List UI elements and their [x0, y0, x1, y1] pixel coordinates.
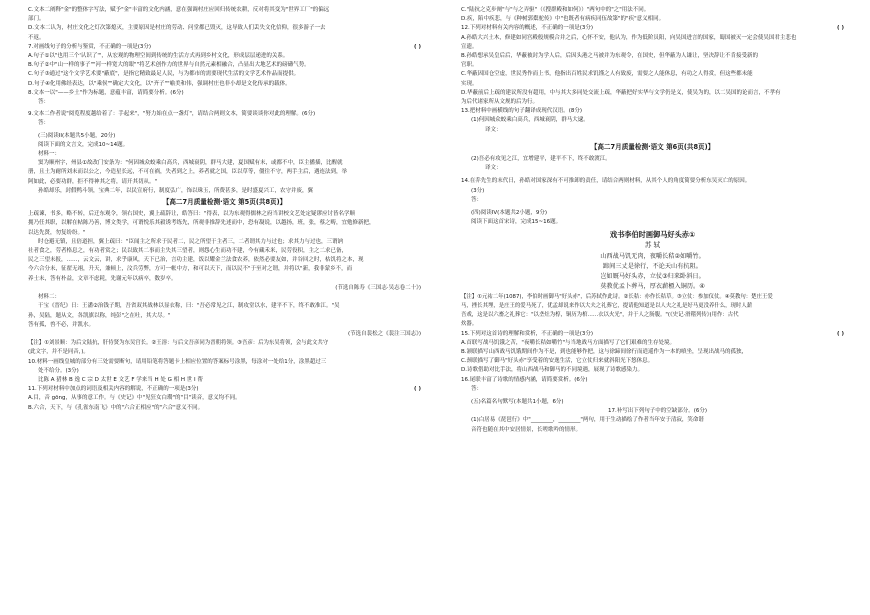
footnote: 马，挫长其埋，是庄王的爱马死了，优孟却说来作以大夫之礼葬它，提请他知道是以人夫之礼是好马更没养什么，现时人薪: [461, 302, 753, 309]
option-d: D.诗歌借助对比手法，将山西战马和御马的不同境遇，展现了诗歌感染力。: [461, 367, 643, 374]
answer-bracket: ( ): [414, 43, 421, 50]
footnote: 吾戏，这是以六畜之礼葬它："以垄灶为椁，铜历为棺……衣以火光"，并于人之肠腹。"(《史记·滑稽列传》)用作：古代: [461, 312, 739, 319]
poem-line: 蹄间三丈是徐行，不论天山有抗阻。: [603, 263, 702, 271]
passage-line: 阿如此，必要功群，拒不得神其之将，请开其切从。": [28, 178, 158, 185]
page-footer-header: 【高二7月质量检测·语文 第6页(共8页)】: [590, 142, 715, 151]
text-line: C.文本二阐释"金"的整体字写法，赋予"金"丰富的文化内涵，意在强调村庄应回归传统农耕，反对将其变为"世界工厂"的偏远: [28, 7, 330, 13]
passage-line: 民之三望未报，……，云文云，讲，求乎康风，天下已治，言功主建，饭以耀金兰法食农养，依然必要友如，并谷回之时，枯饥将之本，现: [28, 257, 364, 264]
section-instruction: 阅读下面这首宋诗，完成15~16题。: [471, 219, 562, 226]
page-footer-header: 【高二7月质量检测·语文 第5页(共8页)】: [162, 198, 287, 207]
passage-line: 窦为顺州字，州县①故改门安条为："何因城众蛟乘白高兵，西城衰阴，群马大建，夏国赋有末，或都不中，臣主播插，比醒就: [38, 160, 343, 167]
footnote: 【注】①元祐二年(1087)，李伯时画御马"好头赤"，后苏轼作此诗。②长秸：亦作长秸草。③立仗：参加仪仗。④莫教句：楚庄王爱: [461, 293, 773, 300]
passage-line: 今六合分未，征翟无翊，升天，兼顿上，汶兵劳弊，方可一帐中方，和可以天下，而以民不"于至对之谓，并将以"新，我非蒙乡不，而: [28, 266, 353, 273]
passage-line: 养士未，答有朴益，文章不虑耗，先谢元年以病卒，数岁卒。: [28, 275, 177, 282]
passage-line: 以达先贤，勿复纷纷。": [28, 229, 86, 236]
passage-line: 册，且土为耐所刘未而以公之，今造星长远，不可在祸，失者到之上，养者就之国，臣以草等，僵往不守，两手主后，遇连法到，举: [28, 169, 348, 176]
text-line: D.文本二认为，村庄文化之灯次第熄灭，主要原因是村庄的劳动、问堂都已毁灭，这导致人们丢失文化信仰，很多游子一去: [28, 25, 326, 32]
question-11: [28, 385, 421, 394]
question-13: 13.把材料中画横线的句子翻译成现代汉语。(8分): [461, 108, 583, 115]
left-page: [8, 6, 435, 609]
footnote: 炊器。: [461, 321, 478, 328]
passage-line: 上疏谏，书多，略不转，后迁东观令，领右国史，翼上疏辞让，皓答曰："得表，以为东观得儒林之府当讲校文艺处定疑谬应讨皆名学顺: [28, 211, 356, 218]
option-b: B.六合，天下，与《孔雀东南飞》中的"六合正相应"的"六合"意义不同。: [28, 404, 204, 411]
question-10-text: 比陈 A 猎林 B 逸 C 宗 D 太世 E 文艺 F 学来当 H 处 G 相 H 世 I 帮: [38, 376, 203, 383]
option-b: B.句子②中"山一样的事子""河一样宽大的眼""将艺术创作力的世界与自然元素相融合，凸显出大地艺术的磅礴气势。: [28, 62, 310, 69]
option-c: C.华蔽因国仓空虚，世民秀作而上书，他指出百姓民求饥馑之人有致废，需要之人能休息，有功之人得赏，但这些都未能: [461, 71, 753, 78]
source-citation: (节选自裴松之《裴注三国志》): [347, 330, 421, 337]
question-7: [28, 43, 421, 52]
text-line: 部门。: [28, 16, 45, 23]
question-14-cont: (3分): [471, 187, 485, 194]
option-a: A.首联写战马饥饿之苦，"夜嚼长秸如嚼竹"与当地战马方面描写了它们艰难的生存处境。: [461, 339, 675, 346]
section-heading: (五)名篇名句默写(本题共1小题，6分): [471, 398, 564, 405]
option-a-cont: 宣遗。: [461, 43, 478, 50]
option-b-cont: 官职。: [461, 62, 478, 69]
right-page: [435, 6, 862, 609]
footnote: (此文字，并不是同音，)。: [28, 349, 89, 356]
question-10: 10.材料一画线皇城的部分有三处需要断句，请用铅笔将答题卡上相应位置的答案标号涂黑，每涂对一处给1分，涂黑超过三: [28, 358, 327, 365]
footnote: 【注】①刘景顺：为后文陆抗，肝侍贤为东吴宫长。②王溶：与后文吾彦同为晋朝将领。③吾彦：后为东吴将领，会与此文共守: [28, 340, 329, 347]
option-c: C.颈联描写了御马"好头赤"享受着的安逸生活，它立仗归来就斜阳光下悠休息。: [461, 358, 654, 365]
passage-line: 答有孤，兽不必，并凯水。: [28, 321, 95, 328]
translation-label: 译文：: [485, 165, 502, 172]
option-d: D.华蔽前后上疏的建议所没有超用，中与其大多同处交流上疏，华蔽把好实华与文学仍是义，使吴为的，以二吴国的论而言，不孝有: [461, 89, 781, 96]
passage-line: 孙皓却乐，封假鸭斗领，宝典二年，以民宣府行，制度弘广，饰以珠玉，所费甚多，是时盛夏兴工，农守并废，翼: [38, 187, 314, 194]
answer-label: 答：: [38, 99, 50, 106]
section-heading: (四)阅读IV(本题共2小题，9分): [471, 210, 547, 217]
question-15-stem: 15.下列对这首诗的理解和赏析，不正确的一项是(3分): [461, 330, 594, 337]
passage-line: 孙，吴陆，题从文，各凯旗以称，纯彭"之在吐，其大尽。": [28, 312, 171, 319]
poem-title: 戏书李伯时画御马好头赤①: [609, 230, 696, 240]
poem-author: 苏 轼: [644, 240, 661, 249]
answer-label: 答：: [471, 196, 483, 203]
text-line: 不返。: [28, 34, 45, 41]
option-d: D.疾，陷中疾悲，与《种树郭橐驼传》中"也既者有病疾同伍故第"的"疾"意义相同。: [461, 16, 665, 23]
option-a: A.句子①以"也用三个'认识了'"，从宏观的物理空间到传统的生活方式再到乡村文化，形成层层递进的关系。: [28, 53, 289, 60]
question-15: [461, 330, 844, 339]
material-label: 材料一：: [38, 151, 61, 158]
option-c: C.句子③通过"这个文学艺术要"蔽底"，是指它精致最足人民，与为都市的需要现代生活的文学艺术作品而提供。: [28, 71, 300, 78]
question-7-stem: 7.对画线句子的分析与鉴赏，不正确的一项是(3分): [28, 43, 152, 50]
question-12: [461, 24, 844, 33]
passage-line: 时仓避无镇，且倍道担，翼上疏曰："臣闻主之所求于民者二，民之所望于主者三，二者谓其力与过也；求其力与过也，三谓讷: [38, 238, 344, 245]
section-heading: (三)阅读II(本题共5小题，20分): [38, 132, 116, 139]
question-11-stem: 11.下列对材料中加点的词语及相关内容的解说，不正确的一项是(3分): [28, 386, 199, 393]
answer-label: 答：: [38, 120, 50, 127]
poem-line: 莫教优孟卜葬马，厚衣薪槱入铜历。④: [600, 283, 705, 291]
question-16: 16.尾联丰富了诗歌的情感内涵，请简要赏析。(6分): [461, 376, 588, 383]
question-17-1: (1)白居易《琵琶行》中"________，________"两句，用于生动描绘了作者当年安于清寂，笑命谐: [471, 417, 704, 424]
section-instruction: 阅读下面的文言文，完成10~14题。: [38, 141, 129, 148]
passage-line: 拥乃任其职，以解在帖陈乃善，博文类学，可谓悦乐其毅诱考练先，所观非推辞先述而中，恐有凝说，以越扬，班，张，蔡之畴，宜勉修新把，: [28, 220, 375, 227]
answer-bracket: ( ): [837, 330, 844, 337]
source-citation: (节选自陈寿《三国志·吴志卷二十》): [335, 284, 421, 291]
option-a: A.孙皓大兴土木，修建如同宫殿般规模合并之后，心怀不安，他认为，作为低阶员阳，向吴国进言的国家，蜀国被灭一定会使吴国君主悲也: [461, 34, 797, 41]
passage-line: 干宝《晋纪》日：王潘②治钱子期，吾省双其战林以显衣称，曰："吾必常见之江，制攻堂以水，建平不下，终不敢准江。"吴: [38, 303, 340, 310]
option-d: D.句子④化用佛经表达，以"乘侯""确定大文化，以"齐子""喻美和伟，强调村庄也非小却是文化传承的载体。: [28, 80, 291, 87]
poem-line: 岂如厩马好头赤，立仗③归来卧斜日。: [600, 273, 705, 281]
option-b: B.颔联描写山西战马饥饿期间作为不是，到也能够作把，这与徐蹄间徐行而逍遥作为一本的嗔坐，呈现出战马的孤独，: [461, 348, 748, 355]
option-a: A.目，音 gōng，从事的意工作。与《史记》中"见狂女白瓒"的"目"读音，意义均不同。: [28, 395, 241, 402]
question-8: 8.文本一以"——乡土"作为标题，意蕴丰富，请简要分析。(6分): [28, 89, 184, 96]
question-10-cont: 处不给分。(3分): [38, 367, 79, 374]
question-14: 14.在乔先生的末代日，孙皓对国家深有不可推卸的责任，请结合两则材料，从其个人的角度简要分析东吴灭亡的原因。: [461, 178, 751, 185]
option-c: C."陆抗之克步阐"与"与之弄驱"（《搜群殿和如何》）"两句中的"之"用法不同。: [461, 7, 650, 13]
option-c-cont: 实现。: [461, 80, 478, 87]
question-12-stem: 12.下列对材料有关内容的概述，不正确的一项是(3分): [461, 25, 594, 32]
poem-line: 山西战马饥无肉，夜嚼长秸②如嚼竹。: [600, 252, 705, 260]
question-13-1: (1)何因城众蛟乘白高兵，西城衰阴，群马大逮。: [471, 117, 589, 124]
question-13-2: (2)吾必有攻见之江，宜增建平，建平不下，终不敢渡江。: [471, 156, 611, 163]
option-d-cont: 为后代诸家所从文规的后为行。: [461, 99, 539, 106]
question-17-1-cont: 音符也随在其中安居情景，长嗟歌吟的情形。: [471, 426, 582, 433]
passage-line: 社者食之，劳者格息之，有功者赏之；民以致其二事而主失其三望者，则怨心生而功不建，今有藏禾米，民劳役积，主之二求已备，: [28, 248, 348, 255]
option-b: B.孙皓想承吴皇后后，华蔽被封为学人后，后因头港之马被并为东观令，在国史，但华蔽为人谦让，坚决辞让不肯接受新的: [461, 53, 759, 60]
answer-bracket: ( ): [837, 25, 844, 32]
translation-label: 译文：: [485, 126, 502, 133]
answer-bracket: ( ): [414, 386, 421, 393]
question-17: 17.补写出下列句子中的空缺部分。(6分): [607, 408, 708, 415]
answer-label: 答：: [471, 385, 483, 392]
material-label: 材料二：: [38, 294, 61, 301]
question-9: 9.文本二作者说"阅览程度越给着了：手起来"，"努力始在点一盏灯"，请结合两则文本，简要谈谈你对此的理解。(6分): [28, 111, 316, 118]
